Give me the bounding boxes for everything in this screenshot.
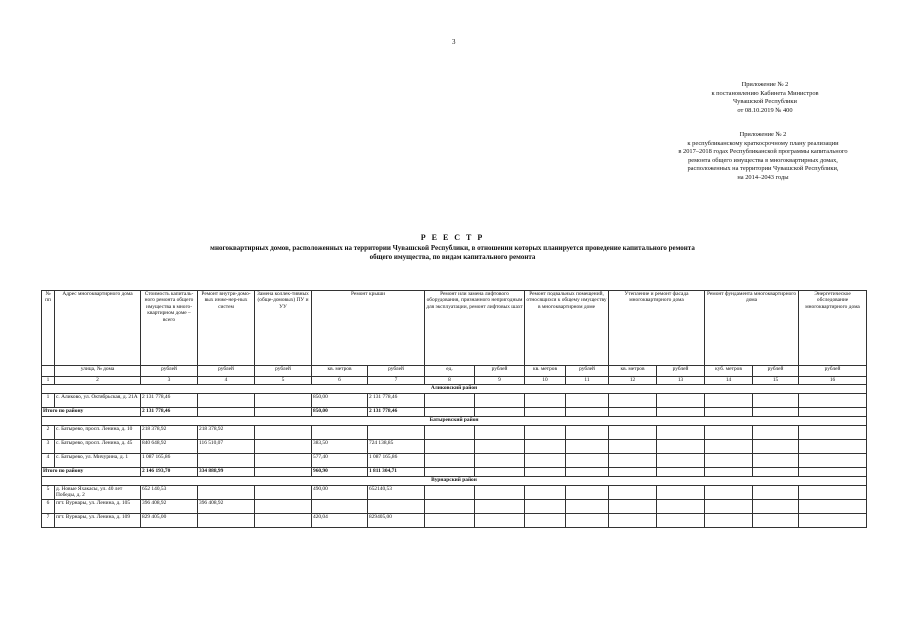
table-cell [425,426,475,440]
unit-rub: рублей [799,366,867,377]
column-number: 5 [255,377,312,385]
table-cell [425,408,475,417]
table-cell [657,394,705,408]
row-cost: 840 648,92 [141,440,198,454]
appendix-line: ремонта общего имущества в многоквартирных домах, [688,156,838,164]
row-roof-area: 577,40 [312,454,368,468]
header-address: Адрес многоквартирного дома [55,291,141,366]
table-row [42,454,867,468]
table-cell [566,514,609,528]
table-cell [705,468,753,477]
total-cost: 2 131 778,46 [141,408,198,417]
row-address: с. Батырево, просп. Ленина, д. 45 [55,440,141,454]
column-numbers-row [42,377,867,385]
region-header-row [42,385,867,394]
row-roof-area: 420,04 [312,514,368,528]
row-roof-area: 850,00 [312,394,368,408]
unit-rub: рублей [198,366,255,377]
row-meters [255,486,312,500]
column-number: 12 [609,377,657,385]
column-number: 7 [368,377,425,385]
unit-address: улица, № дома [55,366,141,377]
row-meters [255,454,312,468]
table-cell [799,486,867,500]
table-cell [475,454,525,468]
column-number: 16 [799,377,867,385]
table-cell [475,500,525,514]
table-body [42,385,867,528]
total-label: Итого по району [42,408,141,417]
row-engineering [198,514,255,528]
subtitle-line-2: общего имущества, по видам капитального ремонта [369,253,536,261]
table-cell [799,500,867,514]
table-cell [525,486,566,500]
table-cell [609,500,657,514]
table-cell [525,440,566,454]
table-cell [609,514,657,528]
table-cell [609,408,657,417]
header-elevator: Ремонт или замена лифтового оборудования, признанного непригодным для эксплуатации, ремонт лифтовых шахт [425,291,525,366]
table-cell [657,514,705,528]
row-roof-rub [368,500,425,514]
column-number: 10 [525,377,566,385]
total-cost: 2 146 193,70 [141,468,198,477]
table-cell [475,514,525,528]
table-cell [753,486,799,500]
row-address: с. Батырево, просп. Ленина, д. 10 [55,426,141,440]
column-number: 13 [657,377,705,385]
appendix-line: Приложение № 2 [739,131,787,138]
row-engineering [198,486,255,500]
row-meters [255,426,312,440]
table-cell [425,514,475,528]
table-row [42,514,867,528]
table-cell [566,500,609,514]
row-cost: 2 131 778,46 [141,394,198,408]
table-cell [705,440,753,454]
table-header [42,291,867,385]
total-engineering: 334 888,99 [198,468,255,477]
total-label: Итого по району [42,468,141,477]
table-cell [799,514,867,528]
unit-sqm: кв. метров [609,366,657,377]
row-number: 5 [42,486,55,500]
unit-rub: рублей [368,366,425,377]
table-cell [753,454,799,468]
row-address: пгт. Вурнары, ул. Ленина, д. 105 [55,500,141,514]
table-cell [525,514,566,528]
region-header-row [42,417,867,426]
table-cell [425,468,475,477]
table-cell [566,426,609,440]
appendix-line: Чувашской Республики [733,98,797,106]
appendix-line: к республиканскому краткосрочному плану реализации [687,139,839,147]
header-basement: Ремонт подвальных помещений, относящихся к общему имуществу в многоквартирном доме [525,291,609,366]
row-roof-rub: 829405,00 [368,514,425,528]
total-meters [255,408,312,417]
row-meters [255,394,312,408]
row-roof-area [312,500,368,514]
header-meters: Замена коллек-тивных (обще-домовых) ПУ и УУ [255,291,312,366]
row-address: с. Аликово, ул. Октябрьская, д. 21А [55,394,141,408]
table-row [42,440,867,454]
table-cell [566,440,609,454]
row-engineering: 218 378,92 [198,426,255,440]
row-roof-rub: 652140,53 [368,486,425,500]
table-cell [657,500,705,514]
table-row [42,486,867,500]
table-cell [799,394,867,408]
row-cost: 829 405,00 [141,514,198,528]
row-meters [255,440,312,454]
table-cell [799,440,867,454]
table-row [42,394,867,408]
table-cell [705,408,753,417]
unit-sqm: кв. метров [312,366,368,377]
table-row [42,426,867,440]
document-title: Р Е Е С Т Р [420,233,485,242]
table-cell [566,468,609,477]
unit-rub: рублей [753,366,799,377]
table-cell [475,468,525,477]
table-cell [609,440,657,454]
row-address: пгт. Вурнары, ул. Ленина, д. 109 [55,514,141,528]
appendix-line: на 2014–2043 годы [737,173,789,181]
total-row [42,408,867,417]
table-cell [799,408,867,417]
header-facade: Утепление и ремонт фасада многоквартирного дома [609,291,705,366]
unit-units: ед. [425,366,475,377]
row-number: 1 [42,394,55,408]
registry-table [41,290,867,528]
document-subtitle [60,244,845,262]
total-meters [255,468,312,477]
table-cell [525,426,566,440]
table-cell [566,408,609,417]
table-cell [475,408,525,417]
unit-rub: рублей [657,366,705,377]
total-roof-area: 960,90 [312,468,368,477]
column-number: 3 [141,377,198,385]
appendix-line: в 2017–2018 годах Республиканской программы капитального [678,148,848,156]
row-meters [255,500,312,514]
row-address: д. Новые Яхакасы, ул. 40 лет Победы, д. 2 [55,486,141,500]
header-engineering: Ремонт внутри-домо-вых инже-нер-ных систем [198,291,255,366]
table-cell [753,408,799,417]
unit-rub: рублей [566,366,609,377]
row-roof-rub: 1 087 165,86 [368,454,425,468]
table-cell [753,426,799,440]
subtitle-line-1: многоквартирных домов, расположенных на территории Чувашской Республики, в отношении которых планируется проведение капитального ремонта [210,244,695,252]
row-number: 7 [42,514,55,528]
total-row [42,468,867,477]
row-roof-area: 490,00 [312,486,368,500]
table-cell [425,486,475,500]
table-cell [566,394,609,408]
row-roof-area: 383,50 [312,440,368,454]
table-cell [525,468,566,477]
row-engineering: 116 510,07 [198,440,255,454]
table-row [42,500,867,514]
row-cost: 1 087 165,86 [141,454,198,468]
row-engineering [198,394,255,408]
row-cost: 396 408,92 [141,500,198,514]
unit-rub: рублей [255,366,312,377]
table-cell [609,426,657,440]
column-number: 1 [42,377,55,385]
row-meters [255,514,312,528]
table-cell [525,454,566,468]
table-cell [609,394,657,408]
table-cell [657,454,705,468]
row-address: с. Батырево, ул. Мичурина, д. 1 [55,454,141,468]
header-cost: Стоимость капиталь-ного ремонта общего имущества в много-квартирном доме – всего [141,291,198,366]
region-header-row [42,477,867,486]
total-engineering [198,408,255,417]
table-cell [566,454,609,468]
table-cell [657,468,705,477]
table-cell [525,394,566,408]
table-cell [657,486,705,500]
unit-rub: рублей [141,366,198,377]
appendix-line: Приложение № 2 [741,81,789,88]
table-cell [609,486,657,500]
header-foundation: Ремонт фундамента многоквартирного дома [705,291,799,366]
row-roof-rub [368,426,425,440]
page-number: 3 [452,38,456,46]
column-number: 4 [198,377,255,385]
header-roof: Ремонт крыши [312,291,425,366]
appendix-block-2 [643,131,883,183]
row-engineering: 396 408,92 [198,500,255,514]
row-number: 4 [42,454,55,468]
appendix-line: к постановлению Кабинета Министров [711,89,819,97]
column-number: 2 [55,377,141,385]
table-cell [705,426,753,440]
table-cell [705,454,753,468]
header-energy: Энергетическое обследование многоквартирного дома [799,291,867,366]
table-cell [657,426,705,440]
unit-rub: рублей [475,366,525,377]
column-number: 14 [705,377,753,385]
table-cell [705,514,753,528]
region-name: Вурнарский район [42,477,867,486]
total-roof-area: 850,00 [312,408,368,417]
table-cell [475,486,525,500]
table-cell [525,500,566,514]
table-cell [475,394,525,408]
row-roof-rub: 724 138,85 [368,440,425,454]
table-cell [609,468,657,477]
region-name: Аликовский район [42,385,867,394]
region-name: Батыревский район [42,417,867,426]
appendix-block-1 [690,81,840,115]
unit-cubm: куб. метров [705,366,753,377]
table-cell [753,440,799,454]
total-roof-rub: 1 811 304,71 [368,468,425,477]
header-num: № пп [42,291,55,366]
table-cell [753,514,799,528]
row-number: 6 [42,500,55,514]
column-number: 8 [425,377,475,385]
table-cell [657,408,705,417]
appendix-line: расположенных на территории Чувашской Республики, [687,165,839,173]
row-roof-area [312,426,368,440]
row-number: 3 [42,440,55,454]
table-cell [753,500,799,514]
table-cell [425,440,475,454]
table-cell [425,454,475,468]
table-cell [425,394,475,408]
table-cell [525,408,566,417]
table-cell [609,454,657,468]
total-roof-rub: 2 131 778,46 [368,408,425,417]
table-cell [425,500,475,514]
table-cell [566,486,609,500]
table-cell [799,454,867,468]
row-cost: 652 140,53 [141,486,198,500]
column-number: 9 [475,377,525,385]
table-cell [705,486,753,500]
table-cell [753,468,799,477]
row-roof-rub: 2 131 778,46 [368,394,425,408]
table-cell [753,394,799,408]
row-engineering [198,454,255,468]
table-cell [705,394,753,408]
table-cell [799,468,867,477]
column-number: 11 [566,377,609,385]
column-number: 6 [312,377,368,385]
table-cell [799,426,867,440]
table-cell [705,500,753,514]
row-number: 2 [42,426,55,440]
table-cell [475,440,525,454]
table-cell [657,440,705,454]
table-cell [475,426,525,440]
unit-sqm: кв. метров [525,366,566,377]
column-number: 15 [753,377,799,385]
appendix-line: от 08.10.2019 № 400 [737,106,793,114]
row-cost: 218 378,92 [141,426,198,440]
